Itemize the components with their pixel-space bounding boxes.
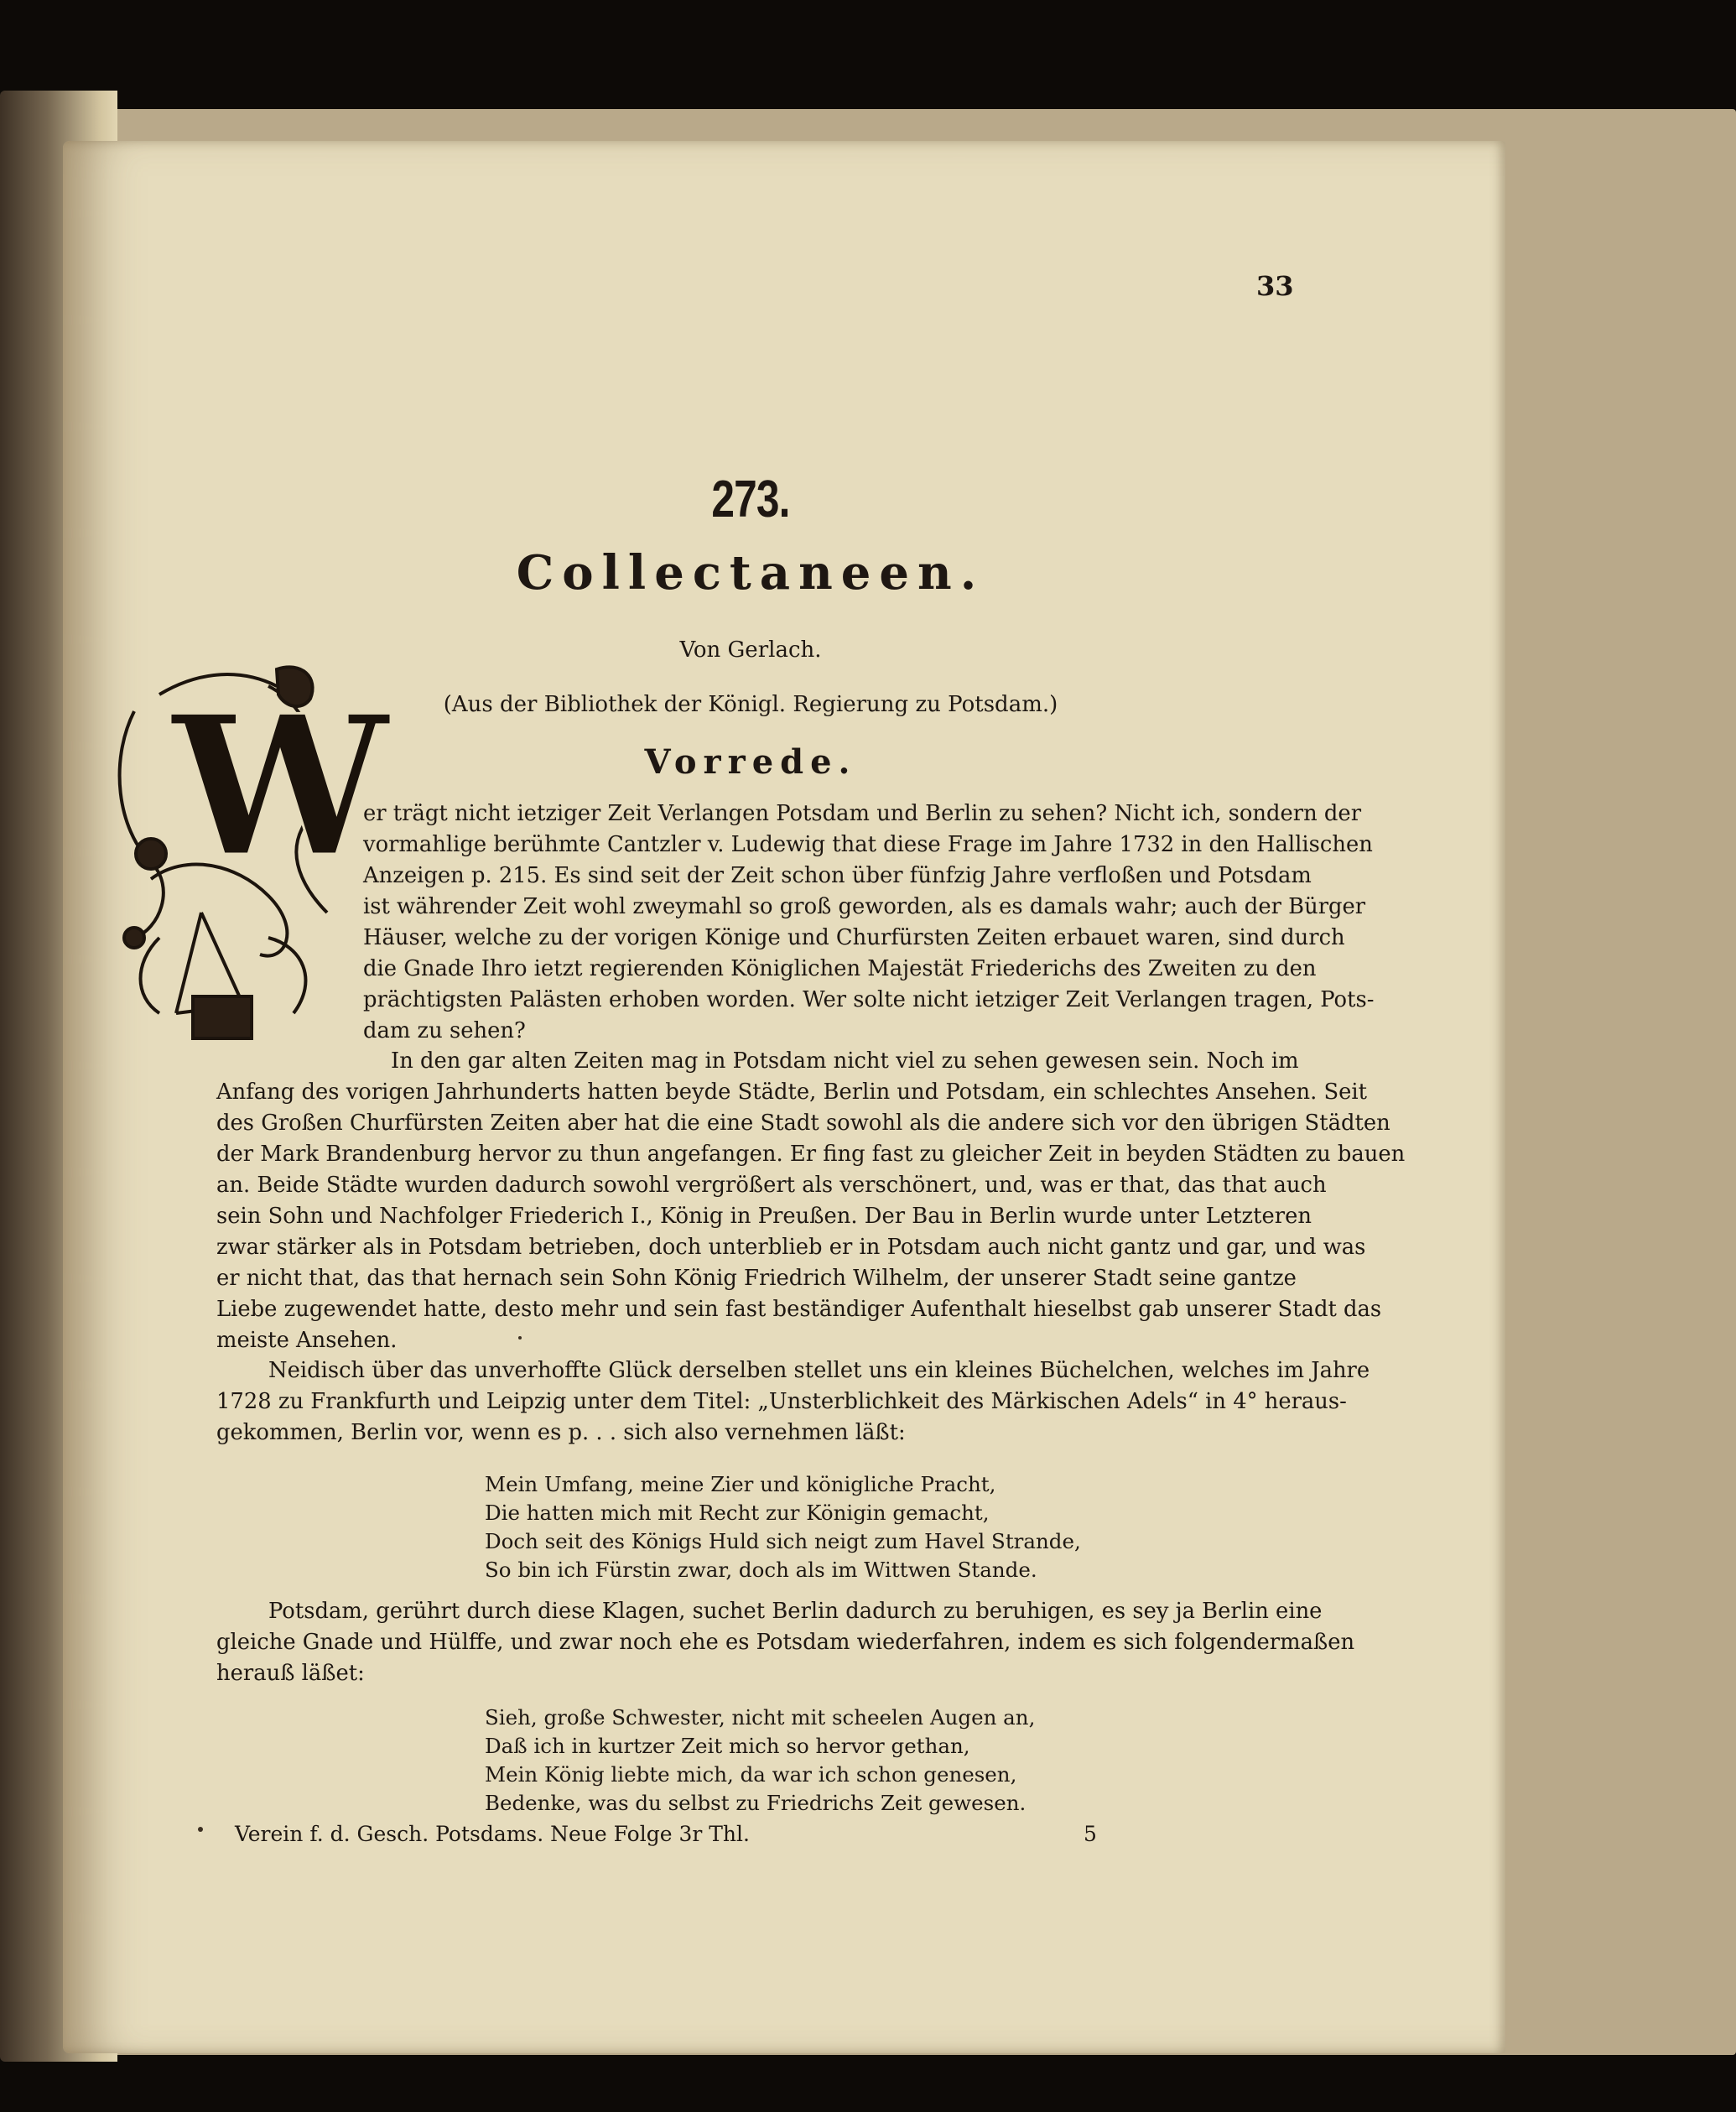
verse-line: Sieh, große Schwester, nicht mit scheelen Augen an, — [485, 1705, 1036, 1730]
verse-line: So bin ich Fürstin zwar, doch als im Wittwen Stande. — [485, 1558, 1037, 1582]
verse-block-1 — [485, 1470, 1081, 1584]
paragraph-line: Anfang des vorigen Jahrhunderts hatten beyde Städte, Berlin und Potsdam, ein schlechtes Ansehen. Seit — [216, 1079, 1368, 1105]
paragraph-line: In den gar alten Zeiten mag in Potsdam nicht viel zu sehen gewesen sein. Noch im — [391, 1048, 1299, 1074]
paragraph-line: an. Beide Städte wurden dadurch sowohl vergrößert als verschönert, und, was er that, das that auch — [216, 1173, 1327, 1198]
paragraph-line: prächtigsten Palästen erhoben worden. Wer solte nicht ietziger Zeit Verlangen tragen, Pots- — [363, 987, 1375, 1012]
ornamental-initial-illustration — [101, 661, 389, 1055]
verse-line: Mein Umfang, meine Zier und königliche Pracht, — [485, 1472, 996, 1496]
paper-speck — [518, 1336, 522, 1340]
paragraph-line: zwar stärker als in Potsdam betrieben, doch unterblieb er in Potsdam auch nicht gantz und gar, und was — [216, 1235, 1366, 1260]
article-title: Collectaneen. — [516, 545, 985, 601]
paragraph-3 — [216, 1355, 1370, 1449]
paragraph-line: des Großen Churfürsten Zeiten aber hat die eine Stadt sowohl als die andere sich vor den übrigen Städten — [216, 1111, 1390, 1136]
paragraph-line: Liebe zugewendet hatte, desto mehr und sein fast beständiger Aufenthalt hieselbst gab unserer Stadt das — [216, 1297, 1382, 1322]
paper-speck — [198, 1827, 203, 1832]
paragraph-1 — [363, 799, 1375, 1047]
verse-line: Bedenke, was du selbst zu Friedrichs Zeit gewesen. — [485, 1791, 1027, 1815]
verse-line: Die hatten mich mit Recht zur Königin gemacht, — [485, 1501, 990, 1525]
paragraph-4 — [216, 1596, 1355, 1689]
paragraph-line: Anzeigen p. 215. Es sind seit der Zeit schon über fünfzig Jahre verfloßen und Potsdam — [363, 863, 1312, 888]
verse-block-2 — [485, 1704, 1035, 1818]
page-number: 33 — [1256, 270, 1294, 302]
footer-sheet-number: 5 — [1084, 1822, 1097, 1846]
paragraph-line: dam zu sehen? — [363, 1018, 526, 1043]
paragraph-line: der Mark Brandenburg hervor zu thun angefangen. Er fing fast zu gleicher Zeit in beyden Städten zu bauen — [216, 1142, 1406, 1167]
paragraph-line: Neidisch über das unverhoffte Glück derselben stellet uns ein kleines Büchelchen, welches im Jahre — [268, 1358, 1370, 1383]
source-line: (Aus der Bibliothek der Königl. Regierung zu Potsdam.) — [443, 692, 1058, 717]
paragraph-line: Potsdam, gerührt durch diese Klagen, suchet Berlin dadurch zu beruhigen, es sey ja Berlin eine — [268, 1599, 1323, 1624]
paragraph-line: vormahlige berühmte Cantzler v. Ludewig that diese Frage im Jahre 1732 in den Hallischen — [363, 832, 1373, 857]
preface-heading: Vorrede. — [644, 742, 857, 782]
paragraph-line: gekommen, Berlin vor, wenn es p. . . sich also vernehmen läßt: — [216, 1420, 906, 1445]
verse-line: Daß ich in kurtzer Zeit mich so hervor gethan, — [485, 1734, 970, 1758]
author-line: Von Gerlach. — [679, 637, 822, 663]
verse-line: Mein König liebte mich, da war ich schon genesen, — [485, 1762, 1017, 1787]
paragraph-line: meiste Ansehen. — [216, 1328, 398, 1353]
paragraph-line: er nicht that, das that hernach sein Sohn König Friedrich Wilhelm, der unserer Stadt seine gantze — [216, 1266, 1297, 1291]
paragraph-line: sein Sohn und Nachfolger Friederich I., König in Preußen. Der Bau in Berlin wurde unter Letzteren — [216, 1204, 1312, 1229]
initial-letter: W — [172, 674, 389, 900]
paragraph-line: er trägt nicht ietziger Zeit Verlangen Potsdam und Berlin zu sehen? Nicht ich, sondern der — [363, 801, 1362, 826]
article-number: 273. — [711, 471, 790, 528]
paragraph-line: die Gnade Ihro ietzt regierenden Königlichen Majestät Friederichs des Zweiten zu den — [363, 956, 1317, 981]
paragraph-2 — [216, 1046, 1406, 1356]
paragraph-line: herauß läßet: — [216, 1661, 365, 1686]
paragraph-line: Häuser, welche zu der vorigen Könige und Churfürsten Zeiten erbauet waren, sind durch — [363, 925, 1345, 950]
paragraph-line: gleiche Gnade und Hülffe, und zwar noch ehe es Potsdam wiederfahren, indem es sich folgendermaßen — [216, 1630, 1355, 1655]
paragraph-line: 1728 zu Frankfurth und Leipzig unter dem Titel: „Unsterblichkeit des Märkischen Adels“ in 4° heraus- — [216, 1389, 1347, 1414]
paragraph-line: ist währender Zeit wohl zweymahl so groß geworden, als es damals wahr; auch der Bürger — [363, 894, 1366, 919]
footer-signature: Verein f. d. Gesch. Potsdams. Neue Folge 3r Thl. — [235, 1822, 750, 1846]
verse-line: Doch seit des Königs Huld sich neigt zum Havel Strande, — [485, 1529, 1081, 1553]
